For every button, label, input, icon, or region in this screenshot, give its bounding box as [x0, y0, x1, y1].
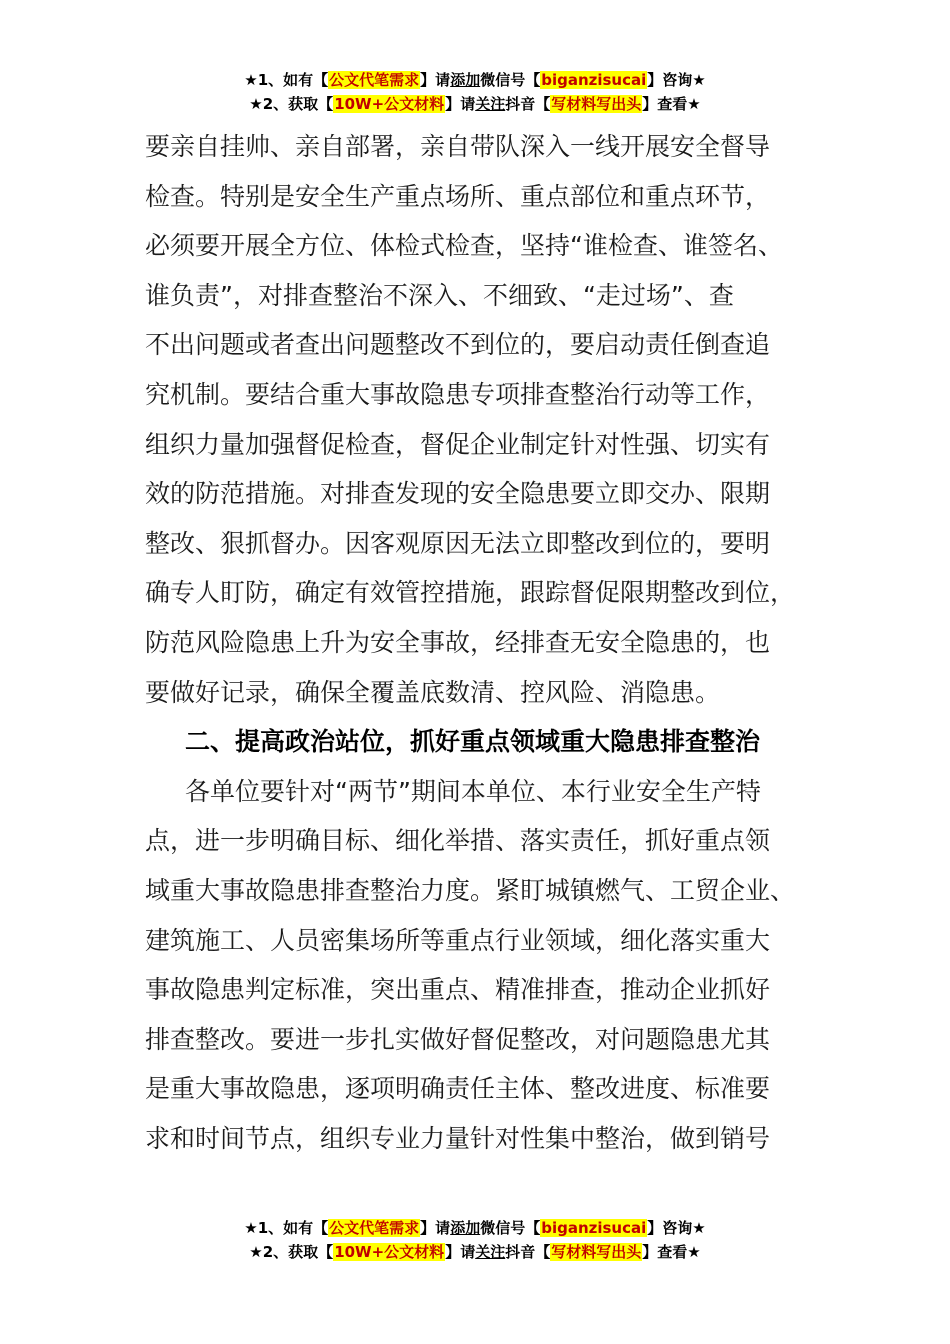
- paragraph-line: 域重大事故隐患排查整治力度。紧盯城镇燃气、工贸企业、: [145, 875, 796, 905]
- paragraph-line: 必须要开展全方位、体检式检查，坚持“谁检查、谁签名、: [145, 231, 783, 261]
- paragraph-line: 建筑施工、人员密集场所等重点行业领域，细化落实重大: [145, 925, 771, 955]
- banner-highlight: 10W+公文材料: [334, 1243, 445, 1261]
- paragraph-line: 效的防范措施。对排查发现的安全隐患要立即交办、限期: [145, 479, 771, 509]
- banner-text: 】请: [420, 1219, 451, 1237]
- banner-text: ★2、获取【: [249, 1243, 334, 1261]
- banner-highlight: 写材料写出头: [551, 1243, 642, 1261]
- banner-text: 微信号【: [480, 1219, 541, 1237]
- footer-banner: [0, 1216, 950, 1264]
- banner-highlight: 公文代笔需求: [329, 1219, 420, 1237]
- paragraph-line: 究机制。要结合重大事故隐患专项排查整治行动等工作，: [145, 379, 771, 409]
- banner-line-2: [0, 92, 950, 116]
- paragraph-line: 谁负责”，对排查整治不深入、不细致、“走过场”、查: [145, 280, 734, 310]
- banner-line-2: [0, 1240, 950, 1264]
- banner-text: 】咨询★: [647, 1219, 706, 1237]
- banner-text: 抖音【: [505, 1243, 551, 1261]
- banner-underline: 关注: [475, 95, 506, 113]
- banner-highlight: 写材料写出头: [551, 95, 642, 113]
- banner-underline: 添加: [450, 1219, 481, 1237]
- banner-highlight: 10W+公文材料: [334, 95, 445, 113]
- paragraph-line: 要做好记录，确保全覆盖底数清、控风险、消隐患。: [145, 677, 721, 707]
- banner-text: 】请: [445, 95, 476, 113]
- document-body: [145, 122, 810, 1163]
- paragraph-line: 点，进一步明确目标、细化举措、落实责任，抓好重点领: [145, 826, 771, 856]
- paragraph-line: 事故隐患判定标准，突出重点、精准排查，推动企业抓好: [145, 975, 771, 1005]
- section-heading: 二、提高政治站位，抓好重点领域重大隐患排查整治: [185, 727, 761, 757]
- paragraph-line: 不出问题或者查出问题整改不到位的，要启动责任倒查追: [145, 330, 771, 360]
- banner-text: 微信号【: [480, 71, 541, 89]
- paragraph-line: 各单位要针对“两节”期间本单位、本行业安全生产特: [185, 776, 761, 806]
- paragraph-line: 确专人盯防，确定有效管控措施，跟踪督促限期整改到位，: [145, 578, 796, 608]
- banner-text: 】请: [445, 1243, 476, 1261]
- banner-text: ★1、如有【: [244, 1219, 329, 1237]
- paragraph-line: 防范风险隐患上升为安全事故，经排查无安全隐患的，也: [145, 627, 771, 657]
- paragraph-line: 是重大事故隐患，逐项明确责任主体、整改进度、标准要: [145, 1074, 771, 1104]
- banner-text: ★2、获取【: [249, 95, 334, 113]
- banner-underline: 关注: [475, 1243, 506, 1261]
- paragraph-line: 检查。特别是安全生产重点场所、重点部位和重点环节，: [145, 181, 771, 211]
- header-banner: [0, 68, 950, 116]
- banner-text: 】查看★: [642, 95, 701, 113]
- paragraph-line: 组织力量加强督促检查，督促企业制定针对性强、切实有: [145, 429, 771, 459]
- paragraph-line: 求和时间节点，组织专业力量针对性集中整治，做到销号: [145, 1123, 771, 1153]
- banner-line-1: [0, 1216, 950, 1240]
- banner-underline: 添加: [450, 71, 481, 89]
- paragraph-line: 排查整改。要进一步扎实做好督促整改，对问题隐患尤其: [145, 1024, 771, 1054]
- banner-text: 抖音【: [505, 95, 551, 113]
- paragraph-line: 整改、狠抓督办。因客观原因无法立即整改到位的，要明: [145, 528, 771, 558]
- banner-text: ★1、如有【: [244, 71, 329, 89]
- banner-highlight: biganzisucai: [541, 71, 647, 89]
- banner-text: 】查看★: [642, 1243, 701, 1261]
- banner-line-1: [0, 68, 950, 92]
- banner-highlight: biganzisucai: [541, 1219, 647, 1237]
- banner-text: 】咨询★: [647, 71, 706, 89]
- banner-text: 】请: [420, 71, 451, 89]
- paragraph-line: 要亲自挂帅、亲自部署，亲自带队深入一线开展安全督导: [145, 132, 771, 161]
- banner-highlight: 公文代笔需求: [329, 71, 420, 89]
